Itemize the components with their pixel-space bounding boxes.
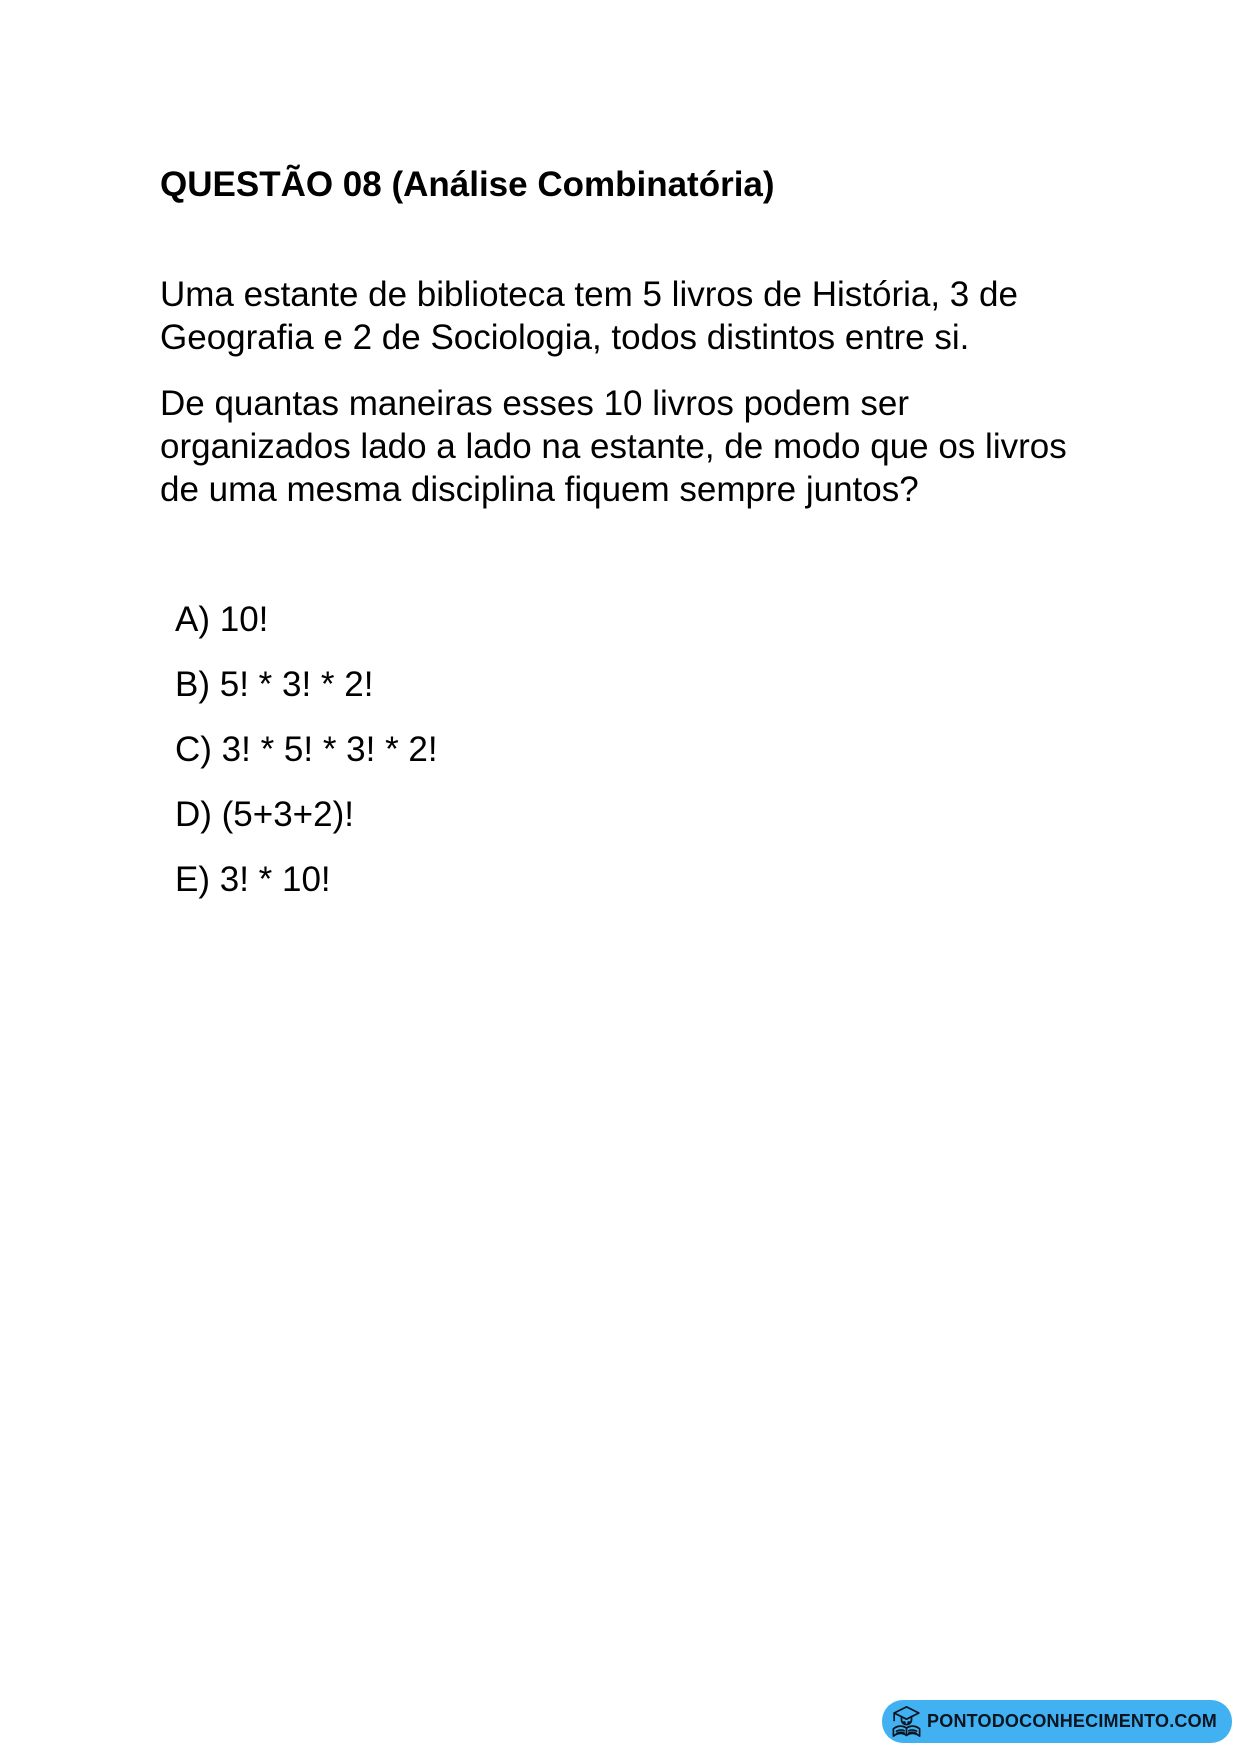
paragraph-line: de uma mesma disciplina fiquem sempre juntos?	[160, 470, 919, 509]
paragraph-line: Uma estante de biblioteca tem 5 livros de História, 3 de	[160, 275, 1018, 314]
brand-name: PONTODOCONHECIMENTO.COM	[927, 1711, 1217, 1731]
graduate-reading-book-icon	[888, 1703, 925, 1740]
paragraph-line: De quantas maneiras esses 10 livros podem ser	[160, 384, 909, 423]
option-c: C) 3! * 5! * 3! * 2!	[175, 730, 438, 769]
option-a: A) 10!	[175, 600, 269, 639]
brand-badge[interactable]	[882, 1700, 1232, 1743]
question-statement-paragraph-2	[160, 382, 1067, 511]
option-d: D) (5+3+2)!	[175, 795, 354, 834]
paragraph-line: organizados lado a lado na estante, de modo que os livros	[160, 427, 1067, 466]
option-b: B) 5! * 3! * 2!	[175, 665, 374, 704]
paragraph-line: Geografia e 2 de Sociologia, todos distintos entre si.	[160, 318, 970, 357]
question-title: QUESTÃO 08 (Análise Combinatória)	[160, 165, 775, 205]
question-statement-paragraph-1	[160, 273, 1018, 359]
answer-options-list	[175, 598, 438, 923]
option-e: E) 3! * 10!	[175, 860, 331, 899]
